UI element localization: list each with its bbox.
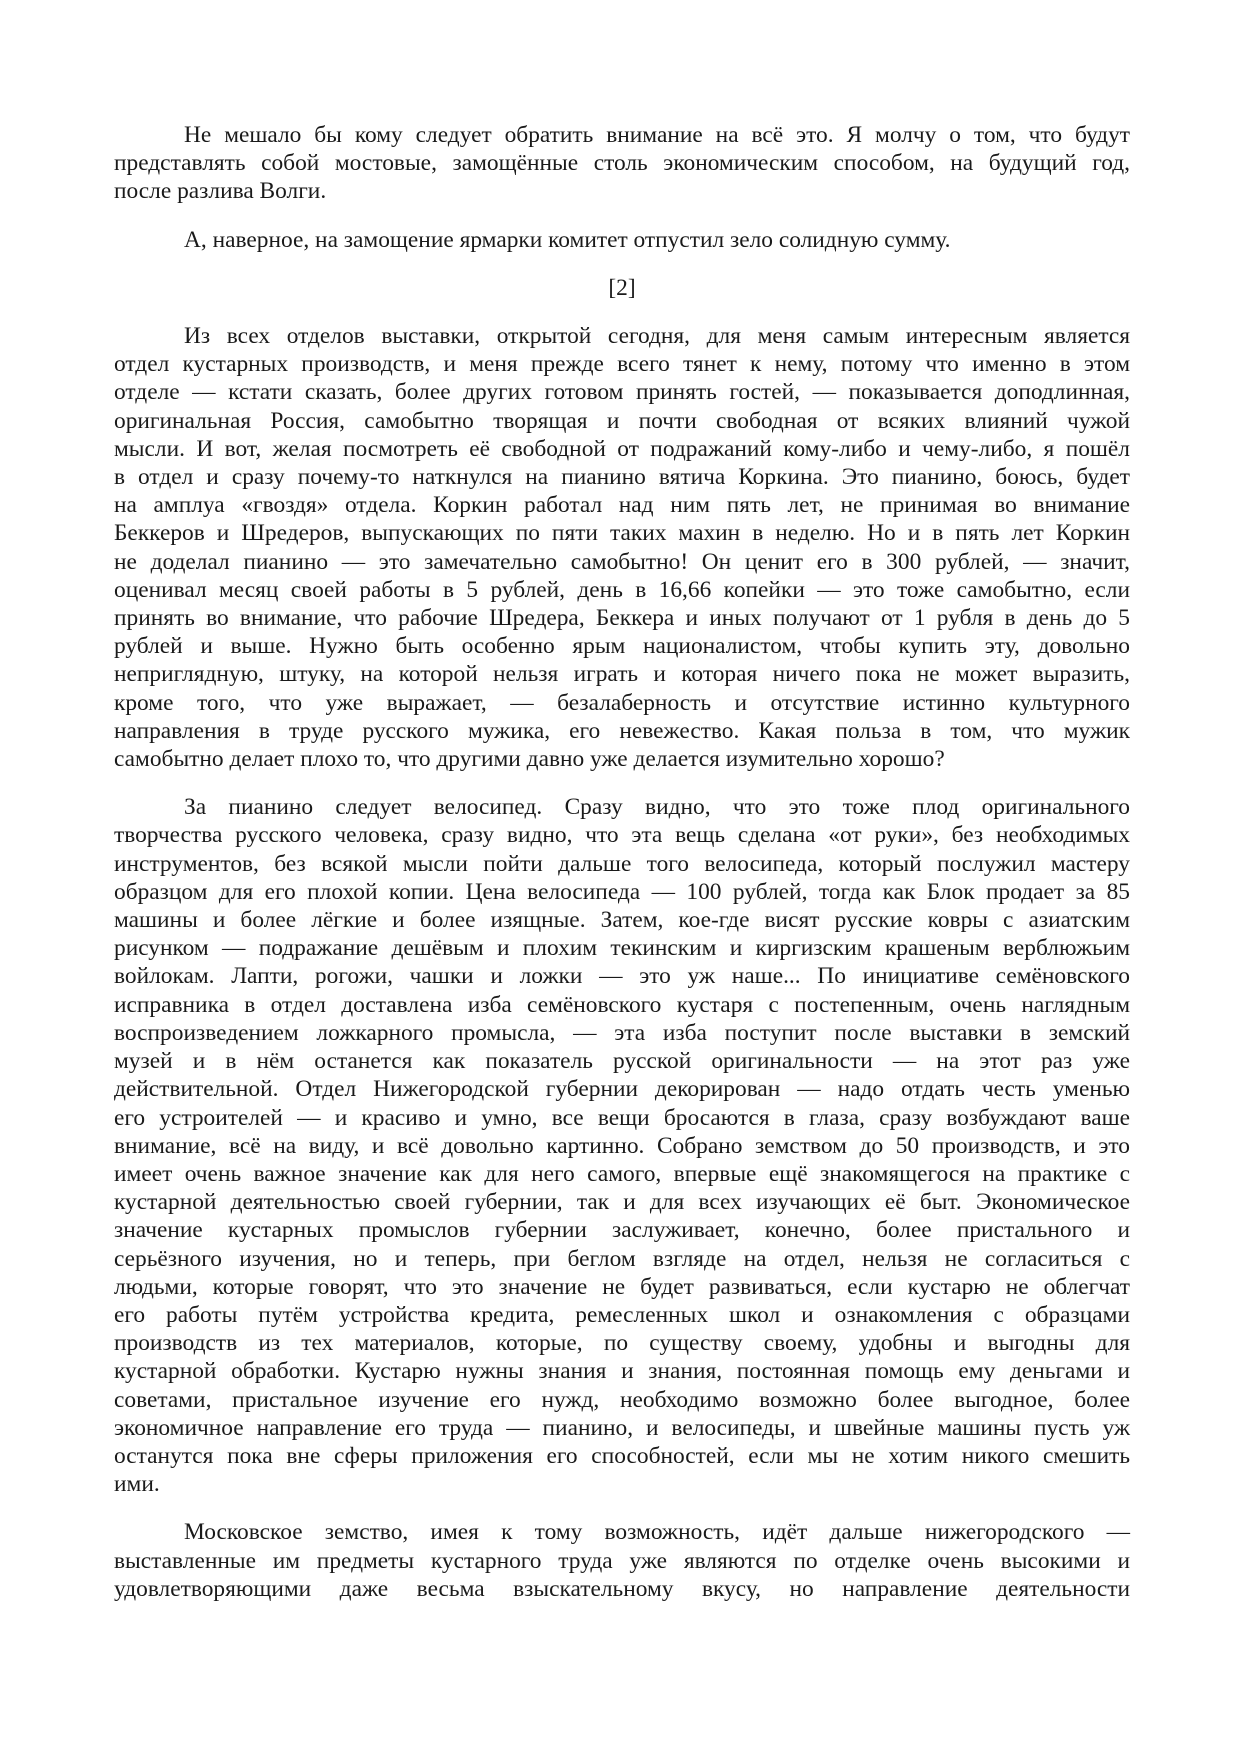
text-line: мысли. И вот, желая посмотреть её свободной от подражаний кому-либо и чему-либо, я пошёл: [114, 435, 1130, 462]
text-line: За пианино следует велосипед. Сразу видно, что это тоже плод оригинального: [184, 794, 1130, 821]
text-line: кустарной обработки. Кустарю нужны знания и знания, постоянная помощь ему деньгами и: [114, 1358, 1130, 1385]
text-line: выставленные им предметы кустарного труда уже являются по отделке очень высокими и: [114, 1547, 1130, 1574]
text-line: инструментов, без всякой мысли пойти дальше того велосипеда, который послужил мастеру: [114, 850, 1130, 877]
paragraph-gap: [114, 302, 1130, 322]
text-line: после разлива Волги.: [114, 178, 327, 205]
paragraph-p1: [114, 121, 1130, 206]
text-line: внимание, всё на виду, и всё довольно картинно. Собрано земством до 50 производств, и это: [114, 1132, 1130, 1159]
paragraphs-after-marker: [114, 322, 1130, 1603]
paragraph-p4: [114, 793, 1130, 1498]
text-line: отдел кустарных производств, и меня прежде всего тянет к нему, потому что именно в этом: [114, 351, 1130, 378]
text-line: направления в труде русского мужика, его невежество. Какая польза в том, что мужик: [114, 717, 1130, 744]
paragraph-gap: [114, 206, 1130, 226]
text-line: удовлетворяющими даже весьма взыскательному вкусу, но направление деятельности: [114, 1575, 1130, 1602]
text-line: А, наверное, на замощение ярмарки комитет отпустил зело солидную сумму.: [184, 226, 951, 253]
text-line: принять во внимание, что рабочие Шредера, Беккера и иных получают от 1 рубля в день до 5: [114, 605, 1130, 632]
paragraph-gap: [114, 254, 1130, 274]
text-line: советами, пристальное изучение его нужд, необходимо возможно более выгодное, более: [114, 1386, 1130, 1413]
text-line: неприглядную, штуку, на которой нельзя играть и которая ничего пока не может выразить,: [114, 661, 1130, 688]
text-line: останутся пока вне сферы приложения его способностей, если мы не хотим никого смешить: [114, 1442, 1130, 1469]
text-line: не доделал пианино — это замечательно самобытно! Он ценит его в 300 рублей, — значит,: [114, 548, 1130, 575]
text-line: на амплуа «гвоздя» отдела. Коркин работал над ним пять лет, не принимая во внимание: [114, 492, 1130, 519]
paragraph-p3: [114, 322, 1130, 773]
text-line: его устроителей — и красиво и умно, все вещи бросаются в глаза, сразу возбуждают ваше: [114, 1104, 1130, 1131]
text-line: творчества русского человека, сразу видно, что эта вещь сделана «от руки», без необходимых: [114, 822, 1130, 849]
text-line: Московское земство, имея к тому возможность, идёт дальше нижегородского —: [184, 1519, 1130, 1546]
text-line: оценивал месяц своей работы в 5 рублей, день в 16,66 копейки — это тоже самобытно, если: [114, 576, 1130, 603]
text-line: рисунком — подражание дешёвым и плохим текинским и киргизским крашеным верблюжьим: [114, 935, 1130, 962]
paragraphs-before-marker: [114, 121, 1130, 254]
paragraph-p5: [114, 1518, 1130, 1603]
text-line: оригинальная Россия, самобытно творящая и почти свободная от всяких влияний чужой: [114, 407, 1130, 434]
text-line: экономичное направление его труда — пианино, и велосипеды, и швейные машины пусть уж: [114, 1414, 1130, 1441]
text-line: производств из тех материалов, которые, по существу своему, удобны и выгодны для: [114, 1330, 1130, 1357]
text-line: представлять собой мостовые, замощённые столь экономическим способом, на будущий год,: [114, 150, 1130, 177]
text-line: ими.: [114, 1471, 160, 1498]
text-line: музей и в нём останется как показатель русской оригинальности — на этот раз уже: [114, 1048, 1130, 1075]
text-line: образцом для его плохой копии. Цена велосипеда — 100 рублей, тогда как Блок продает за 85: [114, 878, 1130, 905]
text-line: значение кустарных промыслов губернии заслуживает, конечно, более пристального и: [114, 1217, 1130, 1244]
text-line: Беккеров и Шредеров, выпускающих по пяти таких махин в неделю. Но и в пять лет Коркин: [114, 520, 1130, 547]
text-line: самобытно делает плохо то, что другими давно уже делается изумительно хорошо?: [114, 746, 945, 773]
text-line: Не мешало бы кому следует обратить внимание на всё это. Я молчу о том, что будут: [184, 122, 1130, 148]
text-line: действительной. Отдел Нижегородской губернии декорирован — надо отдать честь уменью: [114, 1076, 1130, 1103]
paragraph-gap: [114, 1498, 1130, 1518]
text-line: кустарной деятельностью своей губернии, так и для всех изучающих её быт. Экономическое: [114, 1189, 1130, 1216]
section-marker: [2]: [608, 274, 636, 301]
text-line: в отдел и сразу почему-то наткнулся на пианино вятича Коркина. Это пианино, боюсь, будет: [114, 464, 1130, 491]
text-line: кроме того, что уже выражает, — безалаберность и отсутствие истинно культурного: [114, 689, 1130, 716]
text-line: его работы путём устройства кредита, ремесленных школ и ознакомления с образцами: [114, 1301, 1130, 1328]
paragraph-gap: [114, 773, 1130, 793]
text-line: машины и более лёгкие и более изящные. Затем, кое-где висят русские ковры с азиатским: [114, 907, 1130, 934]
text-line: Из всех отделов выставки, открытой сегодня, для меня самым интересным является: [184, 323, 1130, 350]
text-line: рублей и выше. Нужно быть особенно ярым националистом, чтобы купить эту, довольно: [114, 633, 1130, 660]
text-line: серьёзного изучения, но и теперь, при беглом взгляде на отдел, нельзя не согласиться с: [114, 1245, 1130, 1272]
text-line: войлокам. Лапти, рогожи, чашки и ложки — это уж наше... По инициативе семёновского: [114, 963, 1130, 990]
text-line: имеет очень важное значение как для него самого, впервые ещё знакомящегося на практике с: [114, 1160, 1130, 1187]
text-line: отделе — кстати сказать, более других готовом принять гостей, — показывается доподлинная,: [114, 379, 1130, 406]
paragraph-p2: [114, 226, 1130, 254]
text-line: воспроизведением ложкарного промысла, — эта изба поступит после выставки в земский: [114, 1019, 1130, 1046]
document-page: [114, 121, 1130, 1603]
text-line: людьми, которые говорят, что это значение не будет развиваться, если кустарю не облегчат: [114, 1273, 1130, 1300]
text-line: исправника в отдел доставлена изба семёновского кустаря с постепенным, очень наглядным: [114, 991, 1130, 1018]
